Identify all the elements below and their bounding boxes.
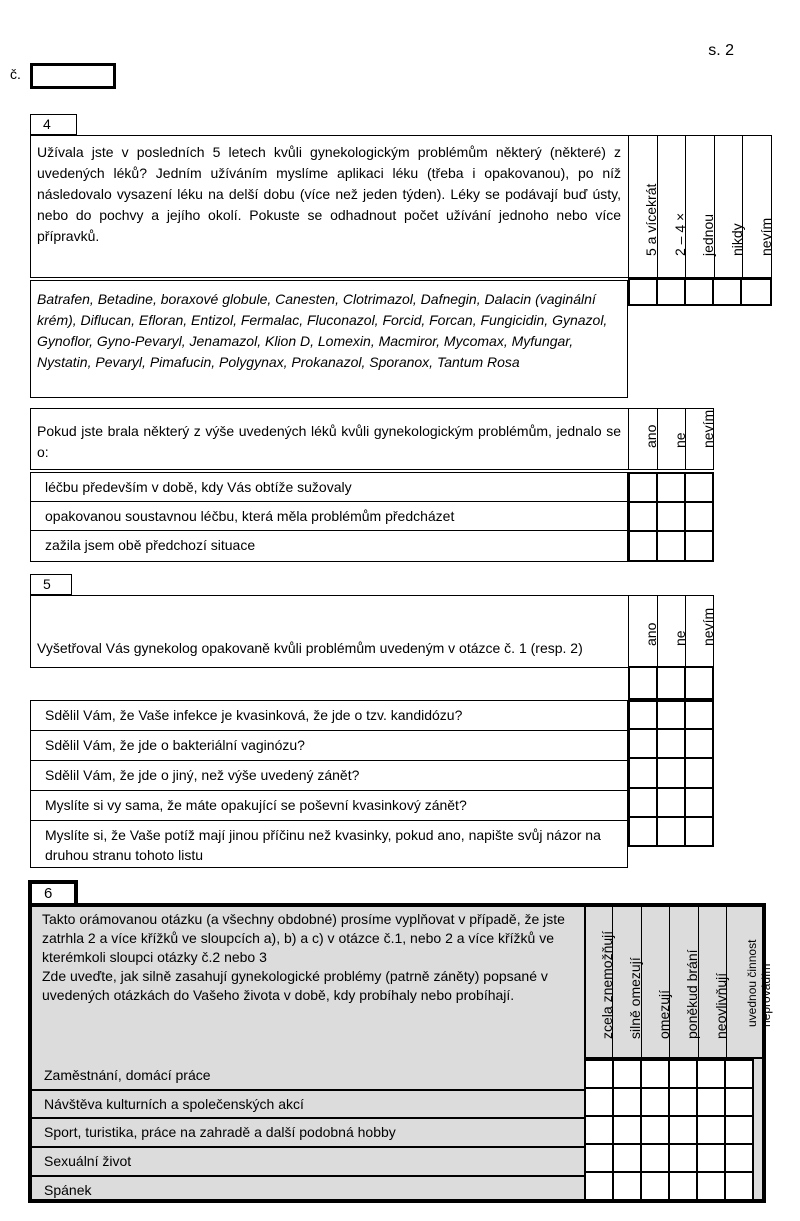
checkbox[interactable] (724, 1115, 754, 1145)
col-label: poněkud brání (684, 949, 700, 1039)
checkbox[interactable] (640, 1115, 670, 1145)
checkbox[interactable] (656, 666, 686, 700)
question-6-column-headers (584, 907, 773, 1059)
col-header (628, 408, 657, 470)
checkbox[interactable] (668, 1059, 698, 1089)
checkbox[interactable] (628, 278, 658, 306)
col-label: 2 – 4 × (671, 212, 688, 256)
checkbox[interactable] (696, 1171, 726, 1201)
col-header (612, 907, 641, 1059)
col-label: nevím (700, 409, 716, 448)
list-item: Sdělil Vám, že jde o bakteriální vaginózu? (31, 731, 627, 761)
checkbox[interactable] (684, 816, 714, 847)
checkbox[interactable] (640, 1171, 670, 1201)
checkbox[interactable] (656, 278, 686, 306)
question-5-rows (30, 700, 628, 868)
checkbox[interactable] (656, 787, 686, 818)
checkbox[interactable] (696, 1059, 726, 1089)
col-header (584, 907, 615, 1059)
page-number: s. 2 (708, 42, 734, 59)
checkbox[interactable] (668, 1171, 698, 1201)
col-label: nevím (700, 607, 716, 646)
list-item: Návštěva kulturních a společenských akcí (32, 1091, 584, 1119)
checkbox[interactable] (684, 278, 714, 306)
checkbox[interactable] (684, 728, 714, 759)
checkbox[interactable] (628, 501, 658, 532)
checkbox[interactable] (640, 1143, 670, 1173)
question-6-text (32, 907, 584, 1059)
checkbox[interactable] (584, 1087, 614, 1117)
checkbox[interactable] (612, 1087, 642, 1117)
question-4b-rows (30, 472, 628, 562)
checkbox[interactable] (684, 501, 714, 532)
question-6-question: Zde uveďte, jak silně zasahují gynekologické problémy (patrně záněty) popsané v uvedených otázkách do Vašeho života v době, kdy probíhaly nebo probíhají. (42, 968, 548, 1003)
checkbox[interactable] (612, 1143, 642, 1173)
question-4-column-headers (628, 135, 772, 278)
col-label: silně omezují (627, 957, 643, 1039)
list-item: opakovanou soustavnou léčbu, která měla problémům předcházet (31, 502, 627, 531)
col-header (742, 135, 772, 278)
question-5-box (30, 595, 714, 668)
checkbox[interactable] (684, 757, 714, 789)
respondent-number-label: č. (10, 66, 21, 82)
question-4b-text: Pokud jste brala některý z výše uvedených léků kvůli gynekologickým problémům, jednalo se o: (37, 423, 621, 460)
list-item: Sdělil Vám, že Vaše infekce je kvasinková, že jde o tzv. kandidózu? (31, 701, 627, 731)
checkbox[interactable] (628, 666, 658, 700)
checkbox[interactable] (628, 530, 658, 562)
col-label: ne (671, 630, 688, 646)
col-label: omezují (655, 989, 672, 1039)
checkbox[interactable] (628, 757, 658, 789)
col-header (628, 135, 657, 278)
question-4-text: Užívala jste v posledních 5 letech kvůli gynekologickým problémům některý (některé) z uvedených léků? Jedním užíváním myslíme aplikaci léku (třeba i opakovanou), po níž následovalo vysazení léku na delší dobu (více než jeden týden). Léky se podávají buď ústy, nebo do pochvy a jejího okolí. Pokuste se odhadnout počet užívání jednoho nebo více přípravků. (37, 144, 621, 244)
col-header (657, 595, 688, 668)
list-item: Myslíte si, že Vaše potíž mají jinou příčinu než kvasinky, pokud ano, napište svůj názor na druhou stranu tohoto listu (45, 827, 601, 863)
col-header (685, 408, 714, 470)
col-header (698, 907, 729, 1059)
checkbox[interactable] (684, 700, 714, 730)
col-label: zcela znemožňují (599, 930, 615, 1039)
col-label: jednou (700, 213, 716, 256)
drug-list: Batrafen, Betadine, boraxové globule, Canesten, Clotrimazol, Dafnegin, Dalacin (vaginální krém), Diflucan, Efloran, Entizol, Fermalac, Fluconazol, Forcid, Forcan, Fungicidin, Gynazol, Gynoflor, Gyno-Pevaryl, Jenamazol, Klion D, Lomexin, Macmiror, Mycomax, Myfungar, Nystatin, Pevaryl, Pimafucin, Polygynax, Prokanazol, Sporanox, Tantum Rosa (37, 291, 608, 370)
col-header (685, 595, 714, 668)
checkbox[interactable] (684, 666, 714, 700)
question-5-number: 5 (30, 574, 72, 595)
checkbox[interactable] (640, 1087, 670, 1117)
col-header (657, 408, 688, 470)
checkbox[interactable] (640, 1059, 670, 1089)
col-label: ano (643, 622, 659, 646)
checkbox[interactable] (724, 1087, 754, 1117)
drug-list-box (30, 280, 628, 398)
checkbox[interactable] (612, 1059, 642, 1089)
checkbox[interactable] (740, 278, 772, 306)
list-item: Zaměstnání, domácí práce (32, 1061, 584, 1091)
checkbox[interactable] (696, 1143, 726, 1173)
question-6-number: 6 (28, 880, 78, 907)
question-6-rows (32, 1061, 584, 1201)
col-label: nikdy (728, 223, 745, 256)
list-item: Sdělil Vám, že jde o jiný, než výše uvedený zánět? (31, 761, 627, 791)
col-header (726, 907, 773, 1059)
checkbox[interactable] (696, 1115, 726, 1145)
list-item: Myslíte si vy sama, že máte opakující se poševní kvasinkový zánět? (31, 791, 627, 821)
col-header (714, 135, 745, 278)
col-label: uvednou činnost neprovádím (744, 939, 773, 1027)
question-6-grid (584, 1059, 754, 1201)
checkbox[interactable] (656, 700, 686, 730)
checkbox[interactable] (584, 1171, 614, 1201)
checkbox[interactable] (656, 816, 686, 847)
col-header (669, 907, 698, 1059)
checkbox[interactable] (712, 278, 742, 306)
question-4-number: 4 (30, 114, 77, 135)
checkbox[interactable] (684, 787, 714, 818)
col-header (657, 135, 688, 278)
list-item: Sexuální život (32, 1148, 584, 1177)
question-5-text: Vyšetřoval Vás gynekolog opakovaně kvůli problémům uvedeným v otázce č. 1 (resp. 2) (37, 640, 583, 656)
col-label: ano (643, 424, 659, 448)
list-item: léčbu především v době, kdy Vás obtíže sužovaly (31, 473, 627, 502)
list-item: zažila jsem obě předchozí situace (45, 537, 256, 553)
col-header (641, 907, 672, 1059)
list-item: Spánek (44, 1182, 92, 1198)
checkbox[interactable] (684, 472, 714, 503)
col-label: 5 a vícekrát (643, 183, 659, 256)
checkbox[interactable] (656, 728, 686, 759)
checkbox[interactable] (696, 1087, 726, 1117)
checkbox[interactable] (628, 728, 658, 759)
respondent-number-field[interactable] (30, 63, 116, 89)
checkbox[interactable] (656, 472, 686, 503)
checkbox[interactable] (668, 1115, 698, 1145)
question-4b-box (30, 408, 714, 470)
checkbox[interactable] (628, 700, 658, 730)
col-label: neovlivňují (712, 972, 729, 1039)
checkbox[interactable] (628, 816, 658, 847)
checkbox[interactable] (684, 530, 714, 562)
col-header (628, 595, 657, 668)
checkbox[interactable] (724, 1059, 754, 1089)
list-item: Sport, turistika, práce na zahradě a další podobná hobby (32, 1119, 584, 1148)
checkbox[interactable] (584, 1143, 614, 1173)
checkbox[interactable] (656, 530, 686, 562)
question-6-instruction: Takto orámovanou otázku (a všechny obdobné) prosíme vyplňovat v případě, že jste zatrhla 2 a více křížků ve sloupcích a), b) a c) v otázce č.1, nebo 2 a více křížků ve kterémkoli sloupci otázky č.2 nebo 3 (42, 911, 565, 965)
col-label: nevím (757, 217, 774, 256)
checkbox[interactable] (724, 1143, 754, 1173)
checkbox[interactable] (656, 757, 686, 789)
checkbox[interactable] (628, 472, 658, 503)
checkbox[interactable] (668, 1143, 698, 1173)
checkbox[interactable] (628, 787, 658, 818)
checkbox[interactable] (668, 1087, 698, 1117)
checkbox[interactable] (612, 1171, 642, 1201)
checkbox[interactable] (612, 1115, 642, 1145)
col-label: ne (671, 432, 688, 448)
checkbox[interactable] (656, 501, 686, 532)
checkbox[interactable] (724, 1171, 754, 1201)
checkbox[interactable] (584, 1059, 614, 1089)
checkbox[interactable] (584, 1115, 614, 1145)
col-header (685, 135, 714, 278)
